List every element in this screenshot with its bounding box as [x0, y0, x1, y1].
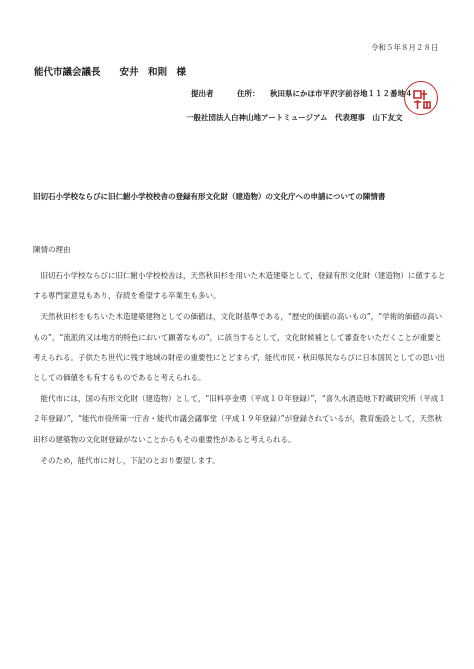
body-paragraph: そのため，能代市に対し，下記のとおり要望します。 [33, 455, 220, 465]
submitter-label: 提出者 [191, 89, 214, 98]
body-paragraph: 能代市には，国の有形文化財（建造物）として，“旧料亭金勇（平成１０年登録）”，“喜久水酒造地下貯蔵研究所（平成１２年登録）”，“能代市役所第一庁舎・能代市議会議事堂（平成１９年登録）”が登録されているが，教育施設として，天然秋田杉の建築物の文化財登録がないことからもその重要性があると考えられる。 [33, 394, 446, 444]
submitter-organization: 一般社団法人白神山地アートミュージアム 代表理事 山下友文 [186, 113, 403, 122]
body-paragraph: 旧切石小学校ならびに旧仁鮒小学校校舎は，天然秋田杉を用いた木造建築として，登録有形文化財（建造物）に値するとする専門家意見もあり，存続を希望する卒業生も多い。 [33, 271, 446, 301]
red-seal-stamp [404, 81, 438, 115]
petition-title: 旧切石小学校ならびに旧仁鮒小学校校舎の登録有形文化財（建造物）の文化庁への申請についての陳情書 [33, 192, 386, 201]
address-label: 住所： [237, 89, 260, 98]
addressee: 能代市議会議長 安井 和則 様 [34, 67, 187, 78]
reason-heading: 陳情の理由 [33, 245, 71, 254]
document-date: 令和５年８月２８日 [371, 43, 439, 52]
body-paragraph: 天然秋田杉をもちいた木造建築建物としての価値は，文化財基準である，“歴史的価値の高いもの”，“学術的価値の高いもの”，“流派的又は地方的特色において顕著なもの”，に該当するとして，文化財候補として審査をいただくことが重要と考えられる。子供たち世代に残す地域の財産の重要性にとどまらず，能代市民・秋田県民ならびに日本国民としての思い出としての価値をも有するものであると考えられる。 [33, 312, 445, 383]
submitter-address: 秋田県にかほ市平沢字前谷地１１２番地４ [270, 89, 413, 98]
seal-mark [405, 82, 439, 116]
petition-body [33, 266, 448, 471]
